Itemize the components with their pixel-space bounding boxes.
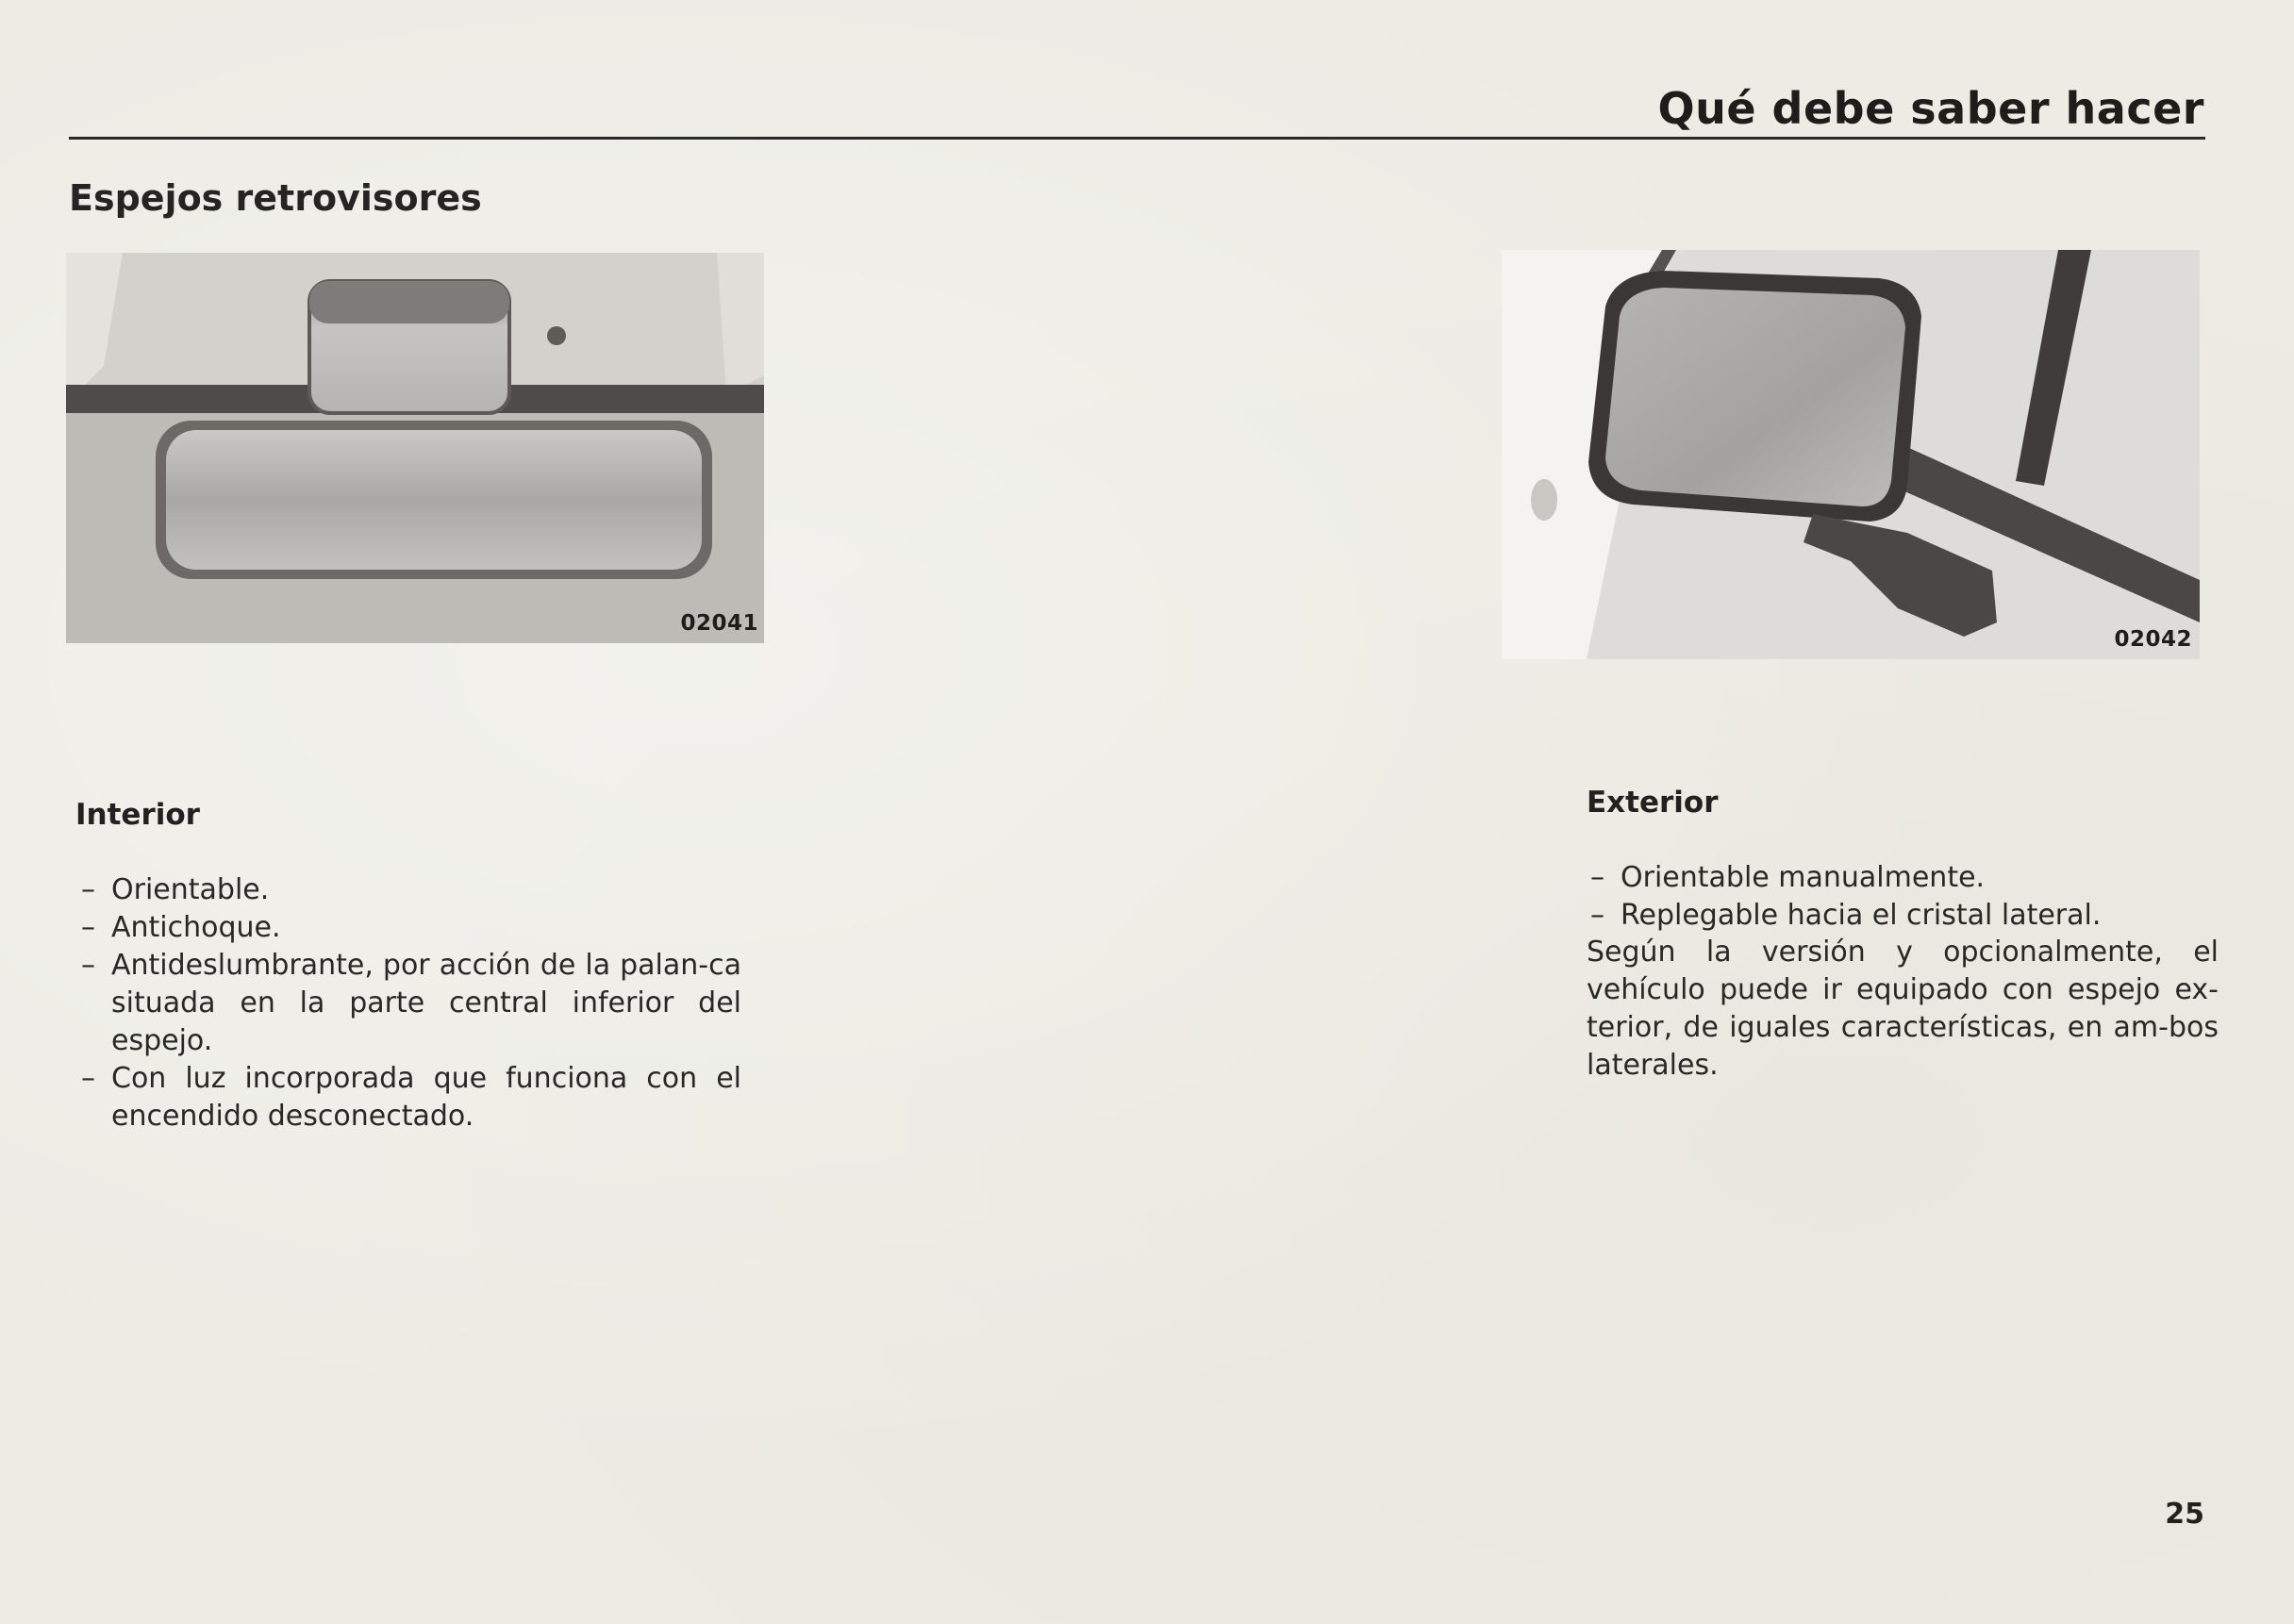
exterior-feature-list xyxy=(1585,859,2221,935)
interior-mirror-illustration xyxy=(66,253,764,643)
exterior-note: Según la versión y opcionalmente, el vehículo puede ir equipado con espejo ex-terior, de iguales características, en am-bos laterales. xyxy=(1587,936,2219,1082)
page-header-title: Qué debe saber hacer xyxy=(1657,83,2204,134)
section-title: Espejos retrovisores xyxy=(69,177,482,219)
exterior-heading: Exterior xyxy=(1587,786,1719,820)
show-through-text xyxy=(552,181,562,219)
interior-heading: Interior xyxy=(75,798,200,832)
interior-mirror-photo xyxy=(66,253,764,643)
exterior-mirror-photo xyxy=(1502,250,2200,659)
header-divider xyxy=(69,137,2205,140)
list-item: – Antideslumbrante, por acción de la palan-ca situada en la parte central inferior del espejo. xyxy=(75,947,741,1060)
interior-feature-list xyxy=(75,871,741,1135)
list-item: – Orientable manualmente. xyxy=(1585,859,2221,897)
list-item: – Con luz incorporada que funciona con el encendido desconectado. xyxy=(75,1060,741,1135)
photo-code-right: 02042 xyxy=(2114,627,2192,652)
list-item: – Orientable. xyxy=(75,871,741,909)
list-item: – Antichoque. xyxy=(75,909,741,947)
photo-code-left: 02041 xyxy=(680,611,758,636)
list-item: – Replegable hacia el cristal lateral. xyxy=(1585,897,2221,935)
page-number: 25 xyxy=(2165,1498,2204,1531)
exterior-mirror-illustration xyxy=(1502,250,2200,659)
